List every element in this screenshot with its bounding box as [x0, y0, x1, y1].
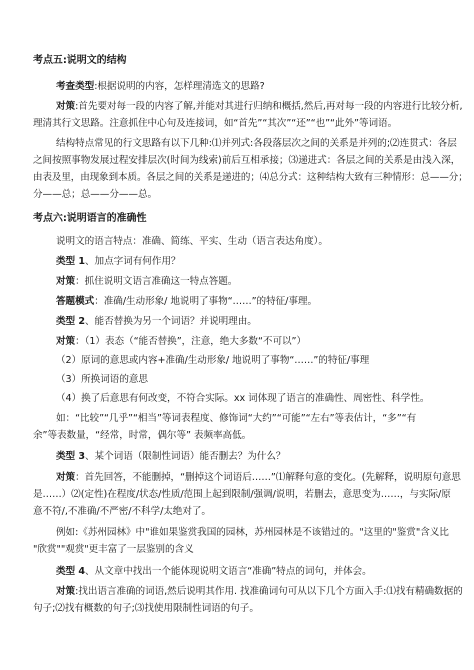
strategy-label: 对策	[56, 101, 76, 112]
type4-label: 类型 4	[56, 566, 86, 577]
type3-label: 类型 3	[56, 451, 86, 462]
answer-pattern-label: 答题模式	[56, 296, 95, 307]
question-type-text: :根据说明的内容，怎样理清选文的思路?	[94, 81, 265, 92]
type1-answer-pattern	[56, 296, 317, 308]
type2-example-line2: 余”等表数量，“经常，时常，偶尔等” 表频率高低。	[33, 430, 252, 441]
section5-title: 考点五:说明文的结构	[33, 55, 127, 66]
type3-strategy-text: ：首先回答，不能删掉，“删掉这个词语后……”⑴解释句意的变化。(先解释，说明原句意思	[75, 472, 461, 483]
type4-strategy-label: 对策	[56, 586, 76, 597]
type1-strategy	[56, 276, 237, 288]
type4-text: 、从文章中找出一个能体现说明文语言“准确”特点的词句，并体会。	[85, 566, 372, 577]
language-features: 说明文的语言特点：准确、简练、平实、生动（语言表达角度）。	[56, 236, 328, 247]
type3-text: 、某个词语（限制性词语）能否删去？为什么？	[85, 451, 286, 462]
type3-strategy-line1	[56, 472, 461, 484]
type2-step3: （3）所换词语的意思	[56, 374, 148, 385]
type3-example-line1: 例如:《苏州园林》中"谁如果鉴赏我国的园林，苏州园林是不该错过的。"这里的"鉴赏"含义比	[56, 527, 449, 538]
type4-strategy-text: :找出语言准确的词语,然后说明其作用. 找准确词句可从以下几个方面入手:⑴找有精确数据的	[75, 586, 463, 597]
section5-question	[56, 81, 265, 93]
structure-paragraph-line2: 之间按照事物发展过程安排层次(时间为线索)前后互相承接；⑶递进式：各层之间的关系是由浅入深，	[33, 155, 461, 166]
strategy-text: :首先要对每一段的内容了解,并能对其进行归纳和概括,然后,再对每一段的内容进行比较分析,	[75, 101, 463, 112]
section5-strategy-line2: 理清其行文思路。注意抓住中心句及连接词，如“首先”“其次”“还”“也”“此外”等词语。	[33, 118, 398, 129]
type3-strategy-line3: 意不符/,不准确/不严密/不科学/太绝对了。	[33, 506, 211, 517]
type2-step2: （2）原词的意思或内容+准确/生动形象/ 地说明了事物“……”的特征/事理	[56, 355, 370, 366]
type2-strategy-label: 对策	[56, 336, 76, 347]
type4-strategy-line1	[56, 586, 463, 598]
type2-text: 、能否替换为另一个词语？并说明理由。	[85, 316, 257, 327]
structure-paragraph-line4: 分——总；总——分——总。	[33, 189, 158, 200]
structure-paragraph-line3: 由表及里，由现象到本质。各层之间的关系是递进的；⑷总分式：这种结构大致有三种情形：总——分；	[33, 172, 468, 183]
type2-strategy-text: ：（1）表态（“能否替换”，注意，绝大多数“不可以”）	[75, 336, 306, 347]
type2-example-line1: 如：“比较”“几乎”“相当”等词表程度、修饰词“大约”“可能”“左右”等表估计，“多”“有	[56, 413, 417, 424]
type1-text: 、加点字词有何作用？	[85, 256, 181, 267]
section6-title: 考点六:说明语言的准确性	[33, 213, 147, 224]
type2-label: 类型 2	[56, 316, 86, 327]
type1-strategy-label: 对策	[56, 276, 76, 287]
type3-strategy-line2: 是……）⑵(定性)在程度/状态/性质/范围上起到限制/强调/说明，若删去，意思变为……，与实际/原	[33, 489, 451, 500]
type1-question	[56, 256, 180, 268]
type2-step4: （4）换了后意思有何改变，不符合实际。xx 词体现了语言的准确性、周密性、科学性。	[56, 393, 430, 404]
structure-paragraph-line1: 结构特点常见的行文思路有以下几种:⑴并列式:各段落层次之间的关系是并列的;⑵连贯式：各层	[56, 138, 457, 149]
type1-strategy-text: ：抓住说明文语言准确这一特点答题。	[75, 276, 238, 287]
type3-question	[56, 451, 285, 463]
answer-pattern-text: ：准确/生动形象/ 地说明了事物“……”的特征/事理。	[94, 296, 317, 307]
type3-example-line2: "欣赏""观赏"更丰富了一层鉴别的含义	[33, 544, 194, 555]
section5-strategy-line1	[56, 101, 462, 113]
type1-label: 类型 1	[56, 256, 86, 267]
question-type-label: 考查类型	[56, 81, 95, 92]
type3-strategy-label: 对策	[56, 472, 76, 483]
type4-question	[56, 566, 372, 578]
type2-question	[56, 316, 257, 328]
type2-strategy	[56, 336, 306, 348]
type4-strategy-line2: 句子;⑵找有概数的句子;⑶找使用限制性词语的句子。	[33, 603, 259, 614]
